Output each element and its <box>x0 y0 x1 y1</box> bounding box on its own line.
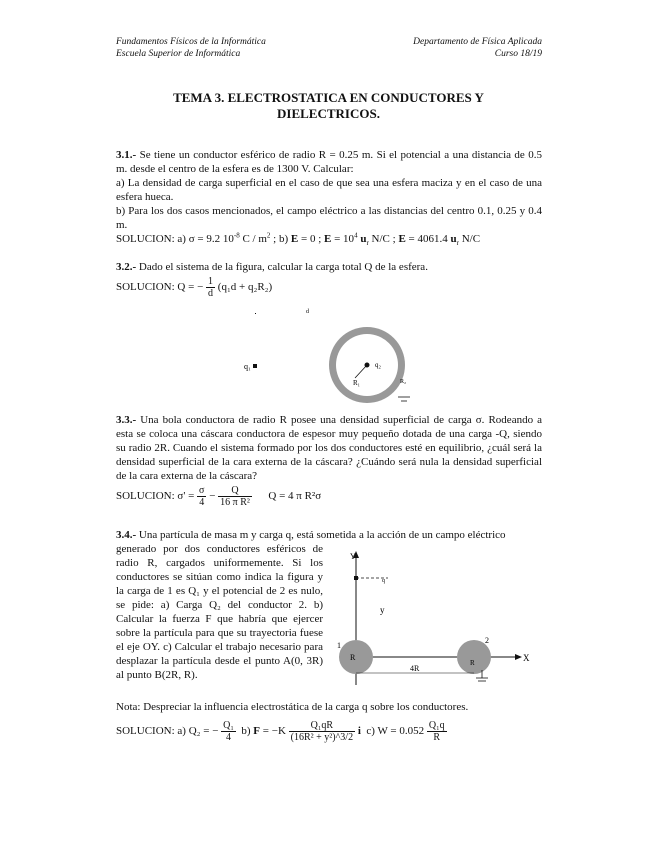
label-d: d <box>306 309 309 315</box>
school-name: Escuela Superior de Informática <box>116 49 241 59</box>
sol-eq2-exp: 4 <box>354 231 358 240</box>
frac-c-num: Q₁q <box>428 720 445 731</box>
q1-charge <box>253 364 257 368</box>
sol-b-eq: = −K <box>260 725 286 738</box>
sol-fraction <box>206 276 215 299</box>
header-left <box>116 36 266 60</box>
problem-number: 3.4.- <box>116 529 137 541</box>
header-right <box>413 36 542 60</box>
frac-num: 1 <box>208 276 214 287</box>
x-axis-arrow <box>515 654 522 660</box>
problem-number: 3.3.- <box>116 414 137 426</box>
sol-b: b) <box>241 725 251 738</box>
page-title <box>116 90 541 122</box>
problem-3-4-first <box>116 528 542 542</box>
sol-c: c) W = 0.052 <box>366 725 425 738</box>
problem-3-2 <box>116 260 542 274</box>
label-r1: R₁ <box>353 379 361 387</box>
label-X: X <box>523 653 530 663</box>
sol-c-fraction <box>427 720 447 743</box>
solution-3-2 <box>116 276 272 299</box>
sol-F: F <box>253 725 261 738</box>
sol-eq0: = 0 ; <box>298 233 324 245</box>
problem-text-body: generado por dos conductores esféricos de radio R, cargados uniformemente. Si los conductores se sitúan como indica la figura y la carga de 1 es Q₁ y el potencial de 2 es nulo, se pide: a) Carga Q₂ del conductor 2. b) Calcular la fuerza F que habría que ejercer sobre la partícula para que su trayectoria fuese el eje OY. c) Calcular el trabajo necesario para desplazar la partícula desde el punto A(0, 3R) al punto B(2R, R). <box>116 543 323 681</box>
label-q: q <box>382 578 385 584</box>
label-Y: Y <box>350 552 356 561</box>
sol-u3: u <box>450 233 457 245</box>
sol-condition: Q = 4 π R²σ <box>268 490 322 503</box>
sol-a: a) Q₂ = − <box>177 725 219 738</box>
problem-text: Una bola conductora de radio R posee una densidad superficial de carga σ. Rodeando a esta se coloca una cáscara conductora de espesor muy pequeño dotada de una carga -Q, siendo su radio 2R. Cuando el sistema formado por los dos conductores esté en equilibrio, ¿cuál será la densidad superficial de la cara externa de la cáscara? ¿Cuándo será nula la densidad superficial de la cara externa de la cáscara? <box>116 414 543 482</box>
label-q2: q₂ <box>375 361 381 369</box>
frac2-den: 16 π R² <box>220 497 250 508</box>
sol-rhs: (q₁d + q₂R₂) <box>217 281 273 294</box>
frac-c-den: R <box>433 732 441 743</box>
course-name: Fundamentos Físicos de la Informática <box>116 37 266 47</box>
sol-eq2: = 10 <box>331 233 355 245</box>
sol-a-unit-exp: 2 <box>266 231 271 240</box>
label-y: y <box>380 605 385 615</box>
sol-fraction-2 <box>218 485 252 508</box>
solution-3-3 <box>116 485 321 508</box>
problem-number: 3.2.- <box>116 261 137 273</box>
sol-unit: N/C ; <box>368 233 399 245</box>
frac1-den: 4 <box>199 497 205 508</box>
label-r2: R₂ <box>400 379 407 385</box>
sol-a-exp: -8 <box>233 231 240 240</box>
solution-3-4 <box>116 720 447 743</box>
problem-part-a: a) La densidad de carga superficial en el caso de que sea una esfera maciza y en el caso de una esfera hueca. <box>116 177 542 203</box>
problem-text: Se tiene un conductor esférico de radio R = 0.25 m. Si el potencial a una distancia de 0.5 m. desde el centro de la esfera es de 1300 V. Calcular: <box>116 149 542 175</box>
sol-b: ; b) <box>273 233 291 245</box>
figure-3-2 <box>230 305 430 410</box>
sphere-2 <box>457 640 491 674</box>
problem-3-3 <box>116 413 542 483</box>
label-R1: R <box>350 653 356 662</box>
sol-a: a) σ = 9.2 10 <box>177 233 234 245</box>
solution-3-1 <box>116 232 480 246</box>
sol-eq3: = 4061.4 <box>405 233 451 245</box>
label-2: 2 <box>485 636 489 645</box>
problem-3-4-body <box>116 542 323 682</box>
problem-number: 3.1.- <box>116 149 137 161</box>
solution-label: SOLUCION: <box>116 490 175 503</box>
sol-r: r <box>366 239 369 248</box>
title-line-1: TEMA 3. ELECTROSTATICA EN CONDUCTORES Y <box>173 90 484 105</box>
sol-fraction-1 <box>197 485 206 508</box>
frac-b-den: (16R² + y²)^3/2 <box>290 732 354 743</box>
sol-a-unit: C / m <box>239 233 267 245</box>
problem-3-4-note <box>116 700 542 714</box>
problem-note: Nota: Despreciar la influencia electrostática de la carga q sobre los conductores. <box>116 701 469 713</box>
department-name: Departamento de Física Aplicada <box>413 37 542 47</box>
charge-q <box>354 576 358 580</box>
sol-E2: E <box>324 233 332 245</box>
sol-r3: r <box>456 239 459 248</box>
sol-E1: E <box>290 233 299 245</box>
label-4R: 4R <box>410 664 420 673</box>
sol-u: u <box>360 233 367 245</box>
label-1: 1 <box>337 641 341 650</box>
sol-E3: E <box>398 233 406 245</box>
dot-mark <box>255 313 256 314</box>
problem-text: Dado el sistema de la figura, calcular la carga total Q de la esfera. <box>138 261 428 273</box>
frac-a-den: 4 <box>226 732 232 743</box>
figure-3-4 <box>330 545 535 695</box>
frac2-num: Q <box>218 485 252 497</box>
problem-text-first: Una partícula de masa m y carga q, está sometida a la acción de un campo eléctrico <box>138 529 506 541</box>
sol-b-fraction <box>289 720 355 743</box>
sol-a-fraction <box>221 720 236 743</box>
title-line-2: DIELECTRICOS. <box>277 106 380 121</box>
solution-label: SOLUCION: <box>116 233 175 245</box>
frac-den: d <box>208 288 214 299</box>
problem-part-b: b) Para los dos casos mencionados, el campo eléctrico a las distancias del centro 0.1, 0.25 y 0.4 m. <box>116 205 542 231</box>
sphere-1 <box>339 640 373 674</box>
problem-3-1 <box>116 148 542 232</box>
sol-lhs: Q = − <box>177 281 204 294</box>
frac-b-num: Q₁qR <box>289 720 355 732</box>
label-R2: R <box>470 659 475 667</box>
course-year: Curso 18/19 <box>494 49 542 59</box>
frac1-num: σ <box>199 485 205 496</box>
sol-i: i <box>357 725 361 738</box>
sol-minus: − <box>209 490 216 503</box>
frac-a-num: Q₁ <box>223 720 234 731</box>
sol-unit3: N/C <box>458 233 481 245</box>
label-q1: q₁ <box>244 362 251 371</box>
solution-label: SOLUCION: <box>116 281 175 294</box>
sol-lhs: σ' = <box>177 490 195 503</box>
solution-label: SOLUCION: <box>116 725 175 738</box>
